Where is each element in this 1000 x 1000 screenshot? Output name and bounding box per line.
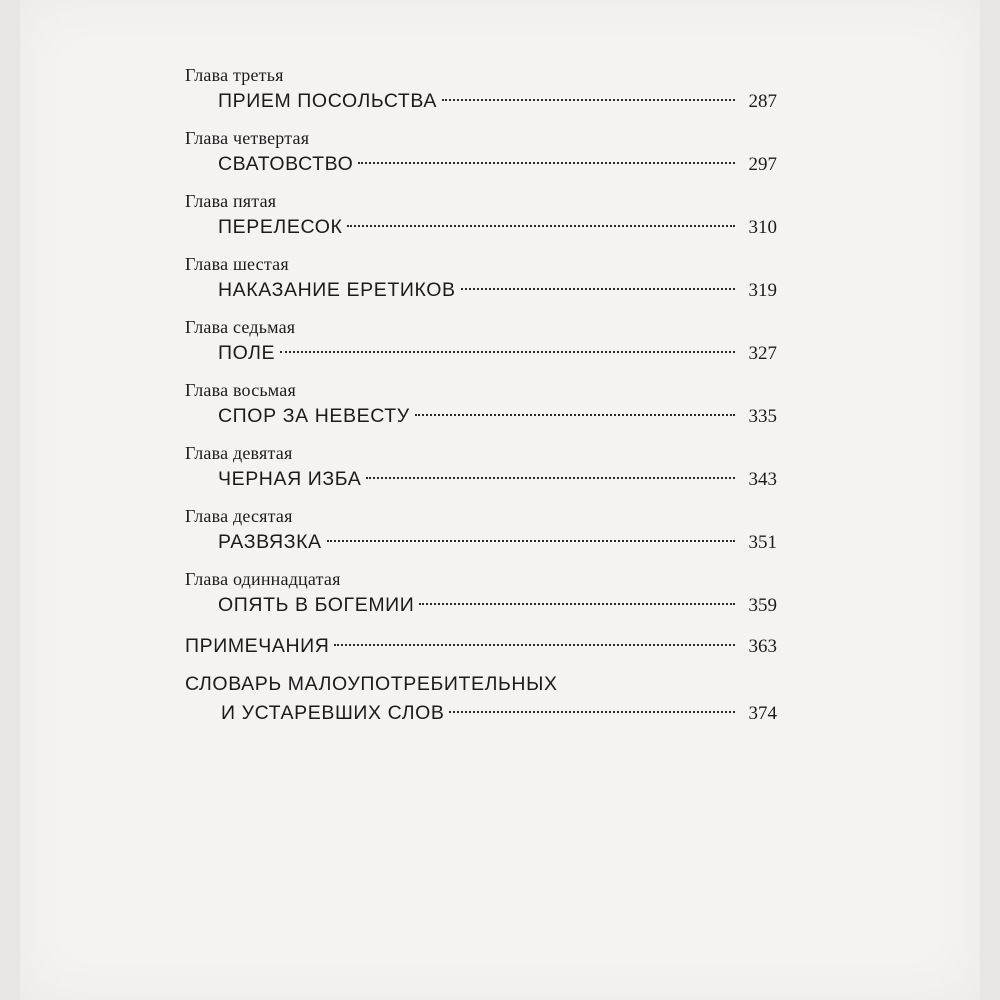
page-number: 297 (748, 154, 777, 175)
toc-entry (185, 631, 777, 662)
chapter-label: Глава третья (185, 65, 284, 85)
toc-chapter-11 (185, 568, 777, 621)
toc-notes (185, 631, 777, 662)
toc-entry (185, 86, 777, 117)
chapter-title: ЧЕРНАЯ ИЗБА (218, 468, 362, 490)
chapter-label: Глава четвертая (185, 128, 310, 148)
glossary-title-line1: СЛОВАРЬ МАЛОУПОТРЕБИТЕЛЬНЫХ (185, 673, 558, 695)
page-number: 319 (748, 280, 777, 301)
dot-leader (280, 351, 735, 353)
chapter-label: Глава восьмая (185, 380, 296, 400)
page-number: 374 (748, 703, 777, 724)
page-number: 359 (748, 595, 777, 616)
dot-leader (334, 644, 735, 646)
chapter-label: Глава одиннадцатая (185, 569, 341, 589)
dot-leader (415, 414, 735, 416)
toc-entry (185, 464, 777, 495)
chapter-label: Глава шестая (185, 254, 289, 274)
toc-entry (185, 149, 777, 180)
chapter-title: СВАТОВСТВО (218, 153, 354, 175)
toc-chapter-9 (185, 442, 777, 495)
dot-leader (461, 288, 735, 290)
chapter-label: Глава десятая (185, 506, 293, 526)
dot-leader (442, 99, 735, 101)
glossary-title-line2: И УСТАРЕВШИХ СЛОВ (221, 702, 445, 724)
dot-leader (347, 225, 735, 227)
chapter-title: РАЗВЯЗКА (218, 531, 322, 553)
toc-entry (185, 338, 777, 369)
dot-leader (358, 162, 735, 164)
toc-entry (185, 212, 777, 243)
chapter-label: Глава седьмая (185, 317, 296, 337)
chapter-title: ПЕРЕЛЕСОК (218, 216, 343, 238)
chapter-title: СПОР ЗА НЕВЕСТУ (218, 405, 410, 427)
page-number: 335 (748, 406, 777, 427)
toc-entry (185, 275, 777, 306)
toc-chapter-4 (185, 127, 777, 180)
chapter-title: ПРИЕМ ПОСОЛЬСТВА (218, 90, 437, 112)
chapter-label: Глава пятая (185, 191, 277, 211)
chapter-title: ОПЯТЬ В БОГЕМИИ (218, 594, 415, 616)
toc-entry (185, 698, 777, 729)
page-number: 327 (748, 343, 777, 364)
toc-chapter-8 (185, 379, 777, 432)
page-number: 310 (748, 217, 777, 238)
chapter-title: ПОЛЕ (218, 342, 276, 364)
toc-entry (185, 527, 777, 558)
toc-entry (185, 590, 777, 621)
toc-entry (185, 401, 777, 432)
notes-title: ПРИМЕЧАНИЯ (185, 635, 330, 657)
table-of-contents (185, 64, 777, 737)
toc-chapter-6 (185, 253, 777, 306)
toc-chapter-10 (185, 505, 777, 558)
toc-glossary (185, 670, 777, 729)
chapter-title: НАКАЗАНИЕ ЕРЕТИКОВ (218, 279, 456, 301)
toc-chapter-5 (185, 190, 777, 243)
chapter-label: Глава девятая (185, 443, 293, 463)
toc-chapter-7 (185, 316, 777, 369)
toc-chapter-3 (185, 64, 777, 117)
dot-leader (449, 711, 735, 713)
dot-leader (366, 477, 735, 479)
page-number: 351 (748, 532, 777, 553)
dot-leader (327, 540, 735, 542)
page-number: 343 (748, 469, 777, 490)
page-number: 287 (748, 91, 777, 112)
dot-leader (419, 603, 735, 605)
page-number: 363 (748, 636, 777, 657)
